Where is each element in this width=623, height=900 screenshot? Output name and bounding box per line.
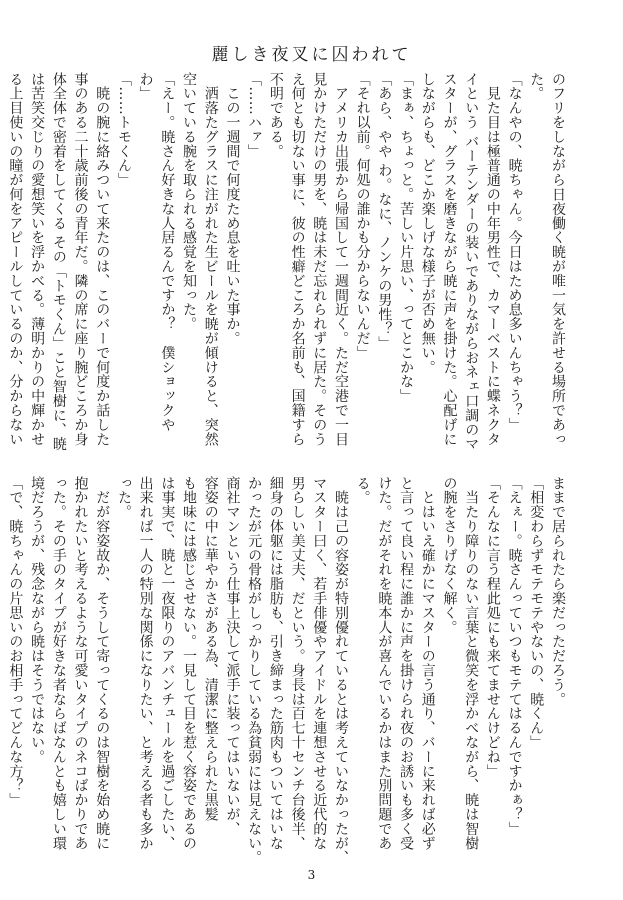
text-line: 洒落たグラスに注がれた生ビールを暁が傾けると、突然: [202, 72, 219, 447]
text-line: 出来れば一人の特別な関係になりたい、と考える者も多か: [137, 476, 154, 851]
text-line: イという バーテンダーの装いでありながらおネェ口調のマ: [463, 72, 480, 452]
text-line: 事のある二十歳前後の青年だ。隣の席に座り腕どころか身: [72, 72, 89, 447]
text-line: とはいえ確かにマスターの言う通り、バーに来れば必ず: [419, 476, 436, 851]
text-line: 「まぁ、ちょっと。苦しい片思い、ってとこかな」: [398, 72, 415, 404]
text-line: 細身の体躯には脂肪も、引き締まった筋肉もついてはいな: [267, 476, 284, 851]
text-line: った。: [115, 476, 132, 520]
chapter-title: 麗しき夜叉に囚われて: [211, 45, 412, 65]
text-line: 「えぇー。暁さんっていつもモテてはるんですかぁ？」: [506, 476, 523, 836]
text-line: ままで居られたら楽だっただろう。: [550, 476, 566, 707]
text-line: 抱かれたいと考えるような可愛いタイプのネコばかりであ: [72, 476, 89, 851]
upper-text-block: [7, 72, 568, 452]
text-line: 「あら、やや わ。なに、ノンケの男性？」: [376, 72, 393, 351]
text-line: 当たり障りのない言葉と微笑を浮かべながら、暁は智樹: [463, 476, 480, 851]
text-line: 不明である。: [267, 72, 284, 159]
text-line: 「そんなに言う程此処にも来てませんけどね」: [484, 476, 501, 779]
text-line: 男らしい美丈夫、だという。身長は百七十センチ台後半、: [289, 476, 306, 851]
text-line: 容姿の中に華やかさがある為、清潔に整えられた黒髪: [202, 476, 219, 822]
text-line: と言って良い程に誰かに声を掛けられ夜のお誘いも多く受: [398, 476, 415, 851]
text-line: 境だろうが、残念ながら暁はそうではない。: [29, 476, 46, 764]
text-line: 「相変わらずモテモテやないの、暁くん」: [528, 476, 545, 750]
text-line: 見た目は極普通の中年男性で、カマーベストに蝶ネクタ: [484, 72, 501, 447]
text-line: 「えー。暁さん好きな人居るんですか？ 僕ショックや: [159, 72, 176, 432]
page-number: 3: [307, 868, 316, 882]
text-line: る上目使いの瞳が何をアピールしているのか、分からない: [7, 72, 24, 447]
text-line: 暁の腕に絡みついて来たのは、このバーで何度か話した: [94, 72, 111, 447]
text-line: も地味には感じさせない。一見して目を惹く容姿であるの: [181, 476, 198, 851]
text-line: しながらも、どこか楽しげな様子が否め無い。: [419, 72, 436, 375]
text-line: けた。だがそれを暁本人が喜んでいるかはまた別問題であ: [376, 476, 393, 851]
text-line: 見かけただけの男を、暁は未だ忘れられずに居た。そのう: [311, 72, 328, 447]
text-line: る。: [354, 476, 371, 505]
text-line: マスター曰く、若手俳優やアイドルを連想させる近代的な: [311, 476, 328, 851]
text-line: 体全体で密着をしてくる その「トモくん」こと智樹に、暁: [50, 72, 67, 452]
text-line: アメリカ出張から帰国して一週間近く。ただ空港で一目: [332, 72, 349, 447]
text-line: わ」: [137, 72, 154, 101]
text-line: のフリをしながら日夜働く暁が唯一気を許せる場所であっ: [550, 72, 566, 447]
text-line: は苦笑交じりの愛想笑いを浮かべる。薄明かりの中輝かせ: [29, 72, 46, 447]
text-line: 暁は己の容姿が特別優れているとは考えていなかったが、: [332, 476, 349, 865]
text-line: 「……ハァ」: [246, 72, 263, 159]
text-line: 商社マンという仕事上決して派手に装ってはいないが、: [224, 476, 241, 836]
text-line: え何とも切ない事に、彼の性癖どころか名前も、国籍すら: [289, 72, 306, 447]
text-line: った。その手のタイプが好きな者ならばなんとも嬉しい環: [50, 476, 67, 851]
text-line: この一週間で何度ため息を吐いた事か。: [224, 72, 241, 346]
text-line: 「……トモくん」: [115, 72, 132, 188]
text-line: た。: [528, 72, 545, 101]
text-line: 「それ以前。何処の誰かも分からないんだ」: [354, 72, 371, 360]
text-line: かったが元の骨格がしっかりしている為貧弱には見えない。: [246, 476, 263, 865]
text-line: だが容姿故か、そうして寄ってくるのは智樹を始め暁に: [94, 476, 111, 851]
text-line: の腕をさりげなく解く。: [441, 476, 458, 635]
text-line: 空いている腕を取られる感覚を知った。: [181, 72, 198, 332]
text-line: スターが、グラスを磨きながら暁に声を掛けた。心配げに: [441, 72, 458, 447]
lower-text-block: [7, 476, 568, 865]
text-line: 「なんやの、暁ちゃん。今日はため息多いんちゃう？」: [506, 72, 523, 432]
text-line: 「で、暁ちゃんの片思いのお相手ってどんな方？」: [7, 476, 24, 808]
text-line: は事実で、暁と一夜限りのアバンチュールを過ごしたい、: [159, 476, 176, 851]
